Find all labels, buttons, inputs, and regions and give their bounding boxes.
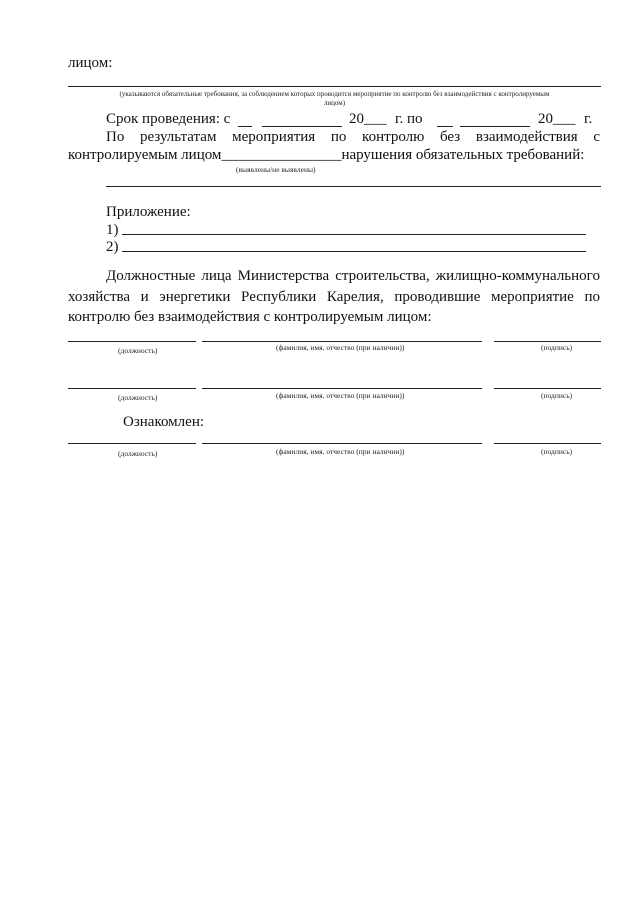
attachment-item-1-label: 1) bbox=[106, 222, 119, 238]
position-caption-3: (должность) bbox=[118, 449, 158, 458]
acknowledged-label: Ознакомлен: bbox=[123, 414, 205, 430]
period-start-day-blank[interactable] bbox=[238, 126, 252, 127]
position-line-2[interactable] bbox=[68, 388, 196, 389]
officials-word: энергетики bbox=[159, 289, 231, 305]
period-end-day-blank[interactable] bbox=[437, 126, 453, 127]
officials-word: проводившие bbox=[394, 289, 481, 305]
results-word: мероприятия bbox=[232, 129, 316, 145]
requirements-caption-cont: лицом) bbox=[323, 99, 346, 107]
position-caption-2: (должность) bbox=[118, 393, 158, 402]
period-label: Срок проведения: с bbox=[106, 111, 231, 127]
position-line-1[interactable] bbox=[68, 341, 196, 342]
officials-word: и bbox=[140, 289, 149, 305]
name-caption-1: (фамилия, имя, отчество (при наличии)) bbox=[276, 343, 405, 352]
results-word: контролю bbox=[362, 129, 425, 145]
results-line2-end: нарушения обязательных требований: bbox=[341, 147, 585, 163]
violations-blank[interactable]: ________________ bbox=[221, 147, 342, 163]
period-end-month-blank[interactable] bbox=[460, 126, 530, 127]
officials-word: Республики bbox=[241, 289, 317, 305]
results-word: По bbox=[106, 129, 125, 145]
signature-caption-2: (подпись) bbox=[541, 391, 573, 400]
period-start-month-blank[interactable] bbox=[262, 126, 342, 127]
name-caption-2: (фамилия, имя, отчество (при наличии)) bbox=[276, 391, 405, 400]
violations-caption: (выявлены/не выявлены) bbox=[236, 165, 316, 174]
results-line1 bbox=[106, 129, 600, 146]
signature-line-2[interactable] bbox=[494, 388, 601, 389]
officials-word: хозяйства bbox=[68, 289, 131, 305]
officials-word: жилищно-коммунального bbox=[435, 268, 600, 284]
period-mid: г. по bbox=[395, 111, 423, 127]
signature-line-1[interactable] bbox=[494, 341, 601, 342]
name-line-1[interactable] bbox=[202, 341, 482, 342]
officials-line1 bbox=[106, 268, 600, 285]
position-caption-1: (должность) bbox=[118, 346, 158, 355]
attachment-title: Приложение: bbox=[106, 204, 191, 220]
officials-word: Министерства bbox=[237, 268, 330, 284]
requirements-caption: (указываются обязательные требования, за соблюдением которых проводится мероприятие по контролю без взаимодействия с контролируемым bbox=[119, 90, 550, 98]
results-word: с bbox=[593, 129, 600, 145]
results-word: результатам bbox=[140, 129, 217, 145]
signature-caption-3: (подпись) bbox=[541, 447, 573, 456]
period-end: г. bbox=[584, 111, 593, 127]
period-year1: 20___ bbox=[349, 111, 387, 127]
person-label: лицом: bbox=[68, 55, 113, 71]
officials-line3: контролю без взаимодействия с контролируемым лицом: bbox=[68, 309, 432, 325]
results-word: взаимодействия bbox=[475, 129, 578, 145]
attachment-item-2-label: 2) bbox=[106, 239, 119, 255]
officials-word: по bbox=[584, 289, 600, 305]
period-year2: 20___ bbox=[538, 111, 576, 127]
officials-word: мероприятие bbox=[490, 289, 574, 305]
officials-word: строительства, bbox=[335, 268, 430, 284]
results-line2 bbox=[68, 147, 584, 164]
requirements-line[interactable] bbox=[68, 86, 601, 87]
name-line-3[interactable] bbox=[202, 443, 482, 444]
name-line-2[interactable] bbox=[202, 388, 482, 389]
officials-word: лица bbox=[201, 268, 232, 284]
attachment-item-2-line[interactable] bbox=[122, 251, 586, 252]
results-word: по bbox=[330, 129, 347, 145]
position-line-3[interactable] bbox=[68, 443, 196, 444]
signature-line-3[interactable] bbox=[494, 443, 601, 444]
officials-word: Карелия, bbox=[326, 289, 384, 305]
attachment-item-1-line[interactable] bbox=[122, 234, 586, 235]
results-word: без bbox=[440, 129, 461, 145]
results-line2-start: контролируемым лицом bbox=[68, 147, 222, 163]
signature-caption-1: (подпись) bbox=[541, 343, 573, 352]
officials-word: Должностные bbox=[106, 268, 196, 284]
violations-details-line[interactable] bbox=[106, 186, 601, 187]
officials-line2 bbox=[68, 289, 600, 306]
name-caption-3: (фамилия, имя, отчество (при наличии)) bbox=[276, 447, 405, 456]
